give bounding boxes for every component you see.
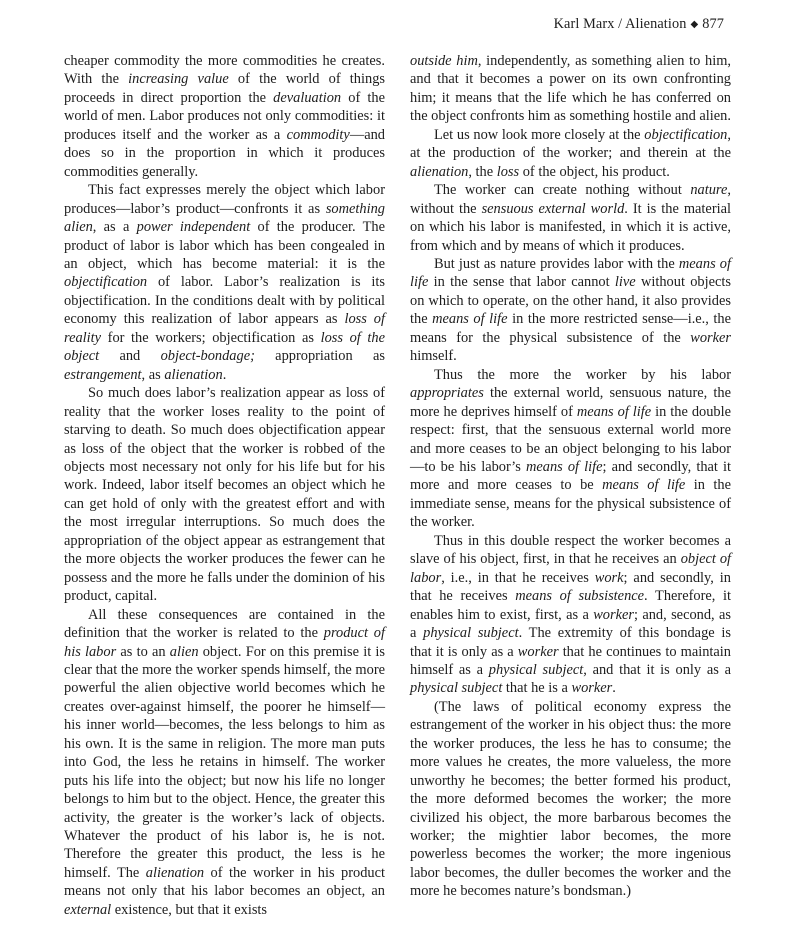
- text-run: So much does labor’s realization appear as loss of reality that the worker loses reality to the point of starving to death. So much does objectification appear as loss of the object that the worker is robbed of the objects most necessary not only for his life but for his work. Indeed, labor itself becomes an object which he can get hold of only with the greatest effort and with the most irregular interruptions. So much does the appropriation of the object appear as estrangement that the more objects the worker produces the fewer can he possess and the more he falls under the dominion of his product, capital.: [64, 385, 385, 605]
- italic-text: worker: [690, 329, 731, 346]
- paragraph: [410, 255, 731, 366]
- text-run: , independently, as something alien to him, and that it becomes a power on its own confronting him; it means that the life which he has conferred on the object confronts him as something hostile and alien.: [410, 53, 731, 125]
- text-run: cheaper commodity the more commodities he creates. With the: [64, 53, 385, 88]
- text-run: object. For on this premise it is clear that the more the worker spends himself, the more powerful the alien objective world becomes which he creates over-against himself, the poorer he himself—his inner world—becomes, the less belongs to him as his own. It is the same in religion. The more man puts into God, the less he retains in himself. The worker puts his life into the object; but now his life no longer belongs to him but to the object. Hence, the greater this activity, the greater is the worker’s lack of objects. Whatever the product of his labor is, he is not. Therefore the greater this product, the less is he himself. The: [64, 643, 386, 881]
- header-separator: /: [614, 16, 626, 32]
- paragraph: [64, 384, 385, 605]
- left-column: [64, 52, 385, 919]
- text-run: . Therefore, it enables him to exist, first, as a: [410, 588, 731, 623]
- text-run: in the immediate sense, means for the physical subsistence of the worker.: [410, 477, 731, 531]
- text-run: and: [99, 348, 161, 365]
- chapter-title: Alienation: [625, 16, 687, 32]
- text-run: of the producer. The product of labor is labor which has been congealed in an object, which has become material: it is the: [64, 219, 386, 272]
- italic-text: product of his labor: [64, 625, 385, 660]
- text-run: , without the: [410, 182, 731, 217]
- italic-text: object of labor: [410, 551, 732, 586]
- text-run: himself.: [410, 348, 457, 365]
- text-run: ; and secondly, that it more and more ceases to be: [410, 458, 731, 494]
- paragraph: [64, 181, 385, 384]
- text-run: .: [612, 680, 616, 697]
- text-run: —and does so in the proportion in which it produces commodities generally.: [64, 126, 385, 180]
- italic-text: worker: [571, 680, 613, 697]
- text-run: in the sense that labor cannot: [428, 274, 615, 291]
- italic-text: physical subject: [423, 625, 519, 642]
- italic-text: appropriates: [410, 385, 484, 402]
- text-run: in the more restricted sense—i.e., the means for the physical subsistence of the: [410, 311, 731, 346]
- paragraph: [410, 181, 731, 255]
- italic-text: objectification: [64, 274, 148, 291]
- italic-text: means of life: [525, 458, 603, 475]
- text-run: . It is the material on which his labor is manifested, in which it is active, from which and by means of which it produces.: [410, 200, 731, 254]
- italic-text: physical subject: [488, 661, 584, 678]
- right-column: [410, 52, 731, 901]
- text-run: ; and, second, as a: [410, 606, 731, 642]
- text-run: that he continues to maintain himself as a: [410, 643, 731, 678]
- italic-text: loss: [496, 163, 520, 180]
- text-run: that he is a: [502, 680, 572, 697]
- italic-text: alienation: [164, 366, 223, 383]
- text-run: All these consequences are contained in the definition that the worker is related to the: [64, 606, 385, 642]
- italic-text: external: [64, 901, 112, 918]
- italic-text: alienation: [145, 864, 205, 881]
- text-run: for the workers; objectification as: [101, 329, 321, 346]
- text-run: But just as nature provides labor with the: [434, 255, 679, 272]
- text-run: of the worker in his product means not only that his labor becomes an object, an: [64, 864, 385, 900]
- running-header: [554, 16, 724, 33]
- italic-text: means of subsistence: [515, 588, 645, 605]
- text-run: in the double respect: first, that the sensuous external world more and more ceases to be an object belonging to his labor—to be his labor’s: [410, 403, 732, 475]
- paragraph: [410, 532, 731, 698]
- italic-text: object-bondage;: [160, 348, 255, 365]
- text-run: , and that it is only as a: [583, 661, 731, 678]
- text-run: The worker can create nothing without: [434, 182, 691, 199]
- italic-text: physical subject: [410, 680, 503, 697]
- italic-text: sensuous external world: [481, 200, 625, 217]
- text-run: existence, but that it exists: [111, 901, 268, 918]
- italic-text: commodity: [286, 126, 350, 143]
- text-run: Thus the more the worker by his labor: [434, 366, 731, 383]
- text-run: Thus in this double respect the worker becomes a slave of his object, first, in that he receives an: [410, 532, 731, 568]
- italic-text: nature: [690, 182, 728, 199]
- text-run: , as: [141, 366, 165, 383]
- author-name: Karl Marx: [553, 16, 615, 32]
- italic-text: loss of reality: [64, 311, 385, 346]
- italic-text: means of life: [602, 477, 686, 494]
- italic-text: estrangement: [64, 366, 142, 383]
- italic-text: worker: [593, 606, 634, 623]
- text-run: , at the production of the worker; and therein at the: [410, 126, 731, 162]
- italic-text: alien: [169, 643, 199, 660]
- text-run: , the: [468, 163, 497, 180]
- italic-text: objectification: [644, 126, 728, 143]
- italic-text: something alien: [64, 200, 385, 236]
- text-run: the external world, sensuous nature, the more he deprives himself of: [410, 385, 731, 420]
- italic-text: power independent: [136, 219, 251, 236]
- text-run: This fact expresses merely the object which labor produces—labor’s product—confronts it as: [64, 182, 385, 217]
- text-run: without objects on which to operate, on the other hand, it also provides the: [410, 274, 731, 328]
- italic-text: outside him: [410, 53, 478, 69]
- italic-text: live: [614, 274, 636, 291]
- paragraph: [410, 126, 731, 181]
- text-run: as to an: [116, 643, 170, 660]
- text-run: appropriation as: [254, 348, 385, 365]
- italic-text: means of life: [432, 311, 508, 328]
- page-number: 877: [702, 16, 724, 32]
- paragraph: [410, 698, 731, 901]
- paragraph: [410, 366, 731, 532]
- italic-text: worker: [517, 643, 559, 660]
- text-run: (The laws of political economy express the estrangement of the worker in his object thus: the more the worker produces, the less he has to consume; the more values he creates, the more valueless, the more unworthy he becomes; the better formed his product, the more deformed becomes the worker; the more civilized his object, the more barbarous becomes the worker; the mightier labor becomes, the more powerless becomes the worker; the more ingenious labor becomes, the duller becomes the worker and the more he becomes nature’s bondsman.): [410, 698, 731, 900]
- paragraph: [410, 52, 731, 126]
- paragraph: [64, 52, 385, 181]
- text-run: . The extremity of this bondage is that it is only as a: [410, 625, 731, 660]
- text-run: of the object, his product.: [519, 163, 670, 180]
- text-run: of labor. Labor’s realization is its objectification. In the conditions dealt with by political economy this realization of labor appears as: [64, 274, 385, 328]
- text-run: .: [222, 366, 227, 383]
- italic-text: means of life: [576, 403, 652, 420]
- italic-text: means of life: [410, 255, 732, 291]
- italic-text: work: [594, 569, 624, 586]
- text-run: ; and secondly, in that he receives: [410, 569, 731, 605]
- italic-text: increasing value: [128, 71, 229, 88]
- diamond-icon: ◆: [690, 19, 699, 30]
- italic-text: loss of the object: [64, 329, 385, 365]
- text-run: Let us now look more closely at the: [434, 126, 645, 143]
- italic-text: devaluation: [273, 89, 342, 106]
- text-run: , as a: [92, 219, 137, 236]
- text-run: of the world of men. Labor produces not only commodities: it produces itself and the worker as a: [64, 89, 385, 143]
- paragraph: [64, 606, 385, 920]
- italic-text: alienation: [410, 163, 469, 180]
- text-run: , i.e., in that he receives: [441, 569, 595, 586]
- text-run: of the world of things proceeds in direct proportion the: [64, 71, 385, 106]
